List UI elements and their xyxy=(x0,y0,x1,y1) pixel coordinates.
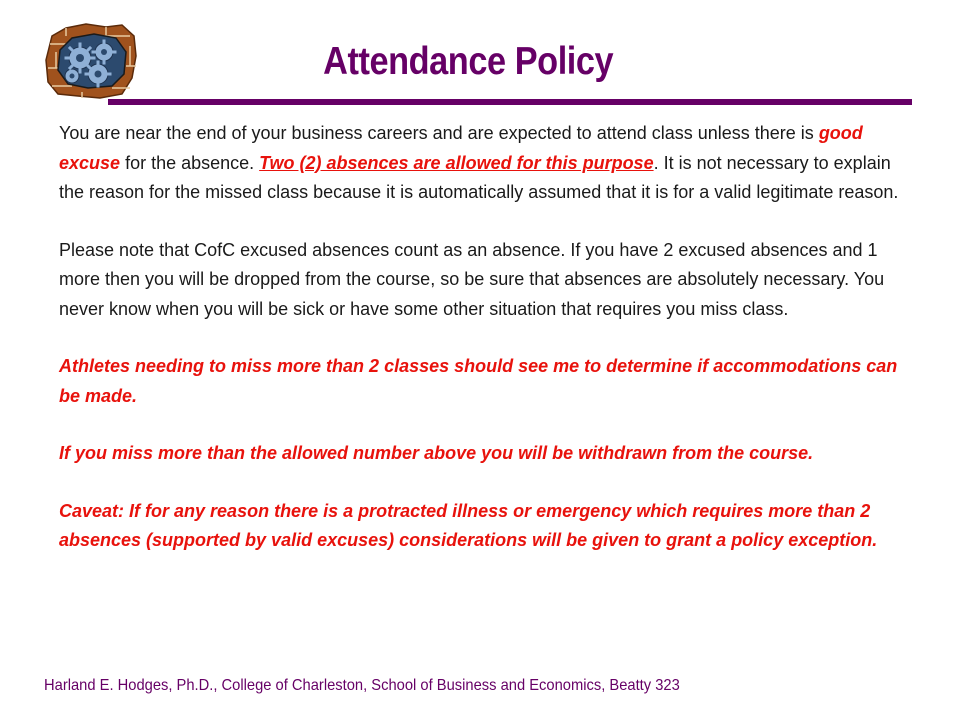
intro-text-2: for the absence. xyxy=(120,152,260,173)
slide-footer: Harland E. Hodges, Ph.D., College of Charleston, School of Business and Economics, Beatty 323 xyxy=(44,677,680,694)
paragraph-intro xyxy=(59,119,919,208)
good-excuse-emphasis: good excuse xyxy=(59,123,863,173)
absences-allowed-emphasis: Two (2) absences are allowed for this purpose xyxy=(259,152,654,173)
paragraph-caveat: Caveat: If for any reason there is a protracted illness or emergency which requires more than 2 absences (supported by valid excuses) considerations will be given to grant a policy exception. xyxy=(59,500,878,550)
intro-text-3: . It is not necessary to explain the reason for the missed class because it is automatically assumed that it is for a valid legitimate reason. xyxy=(59,152,899,202)
intro-text-1: You are near the end of your business careers and are expected to attend class unless there is xyxy=(59,123,819,143)
slide-body xyxy=(59,119,919,584)
paragraph-excused-absences: Please note that CofC excused absences count as an absence. If you have 2 excused absences and 1 more then you will be dropped from the course, so be sure that absences are absolutely necessary. You never know when you will be sick or have some other situation that requires you miss class. xyxy=(59,239,885,319)
title-divider xyxy=(108,99,912,105)
slide-title: Attendance Policy xyxy=(323,40,614,83)
paragraph-athletes: Athletes needing to miss more than 2 classes should see me to determine if accommodations can be made. xyxy=(59,356,898,406)
paragraph-withdrawal: If you miss more than the allowed number above you will be withdrawn from the course. xyxy=(59,443,814,463)
